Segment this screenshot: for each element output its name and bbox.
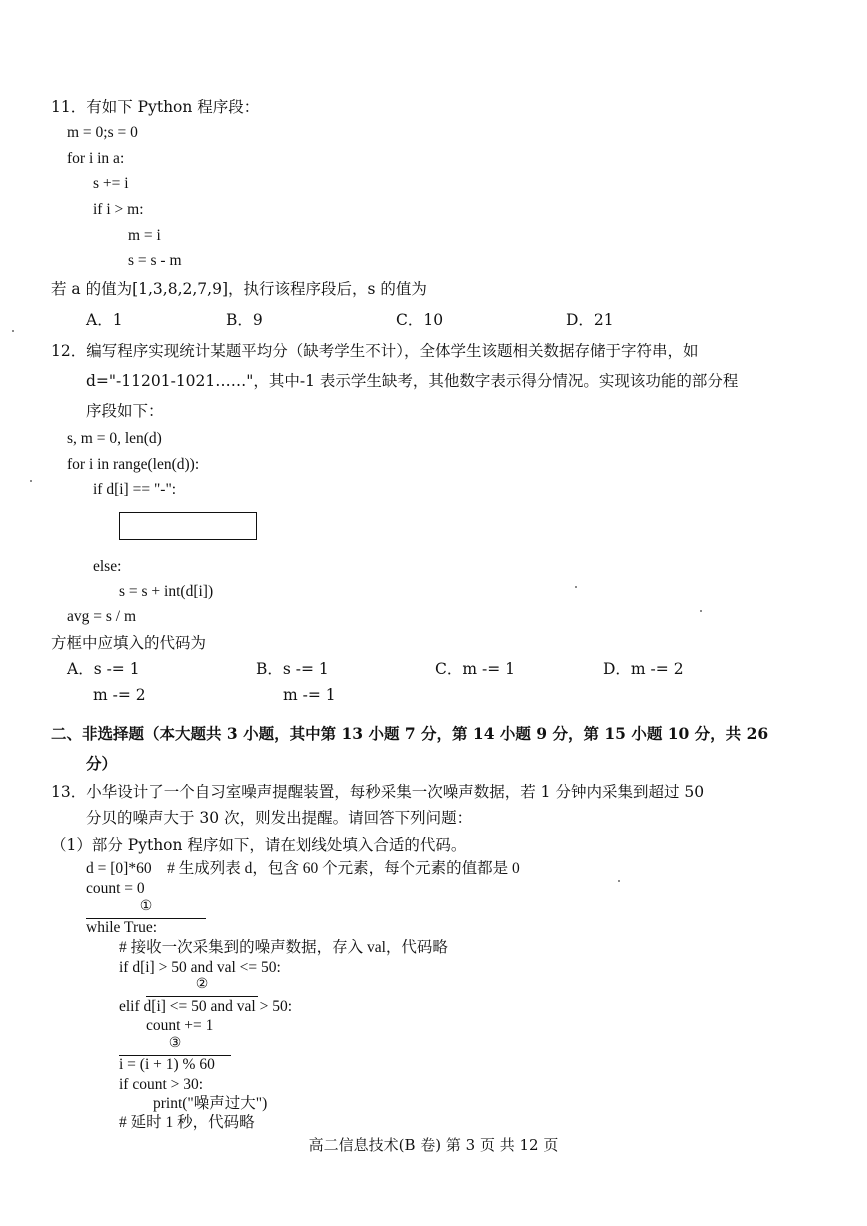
scan-speck bbox=[618, 880, 620, 882]
q13-blank-1: ① bbox=[86, 898, 206, 919]
q12-answer-box bbox=[119, 512, 257, 540]
q12-option-c: C．m -= 1 bbox=[435, 660, 515, 678]
q13-blank-2: ② bbox=[146, 976, 258, 997]
q13-code-line-4: # 接收一次采集到的噪声数据，存入 val，代码略 bbox=[119, 939, 448, 956]
q12-option-a-line-1: A．s -= 1 bbox=[67, 660, 140, 678]
q11-code-line-5: m = i bbox=[128, 227, 161, 244]
q13-code-line-7: count += 1 bbox=[146, 1017, 214, 1034]
scan-speck bbox=[12, 330, 14, 332]
section2-header-line-1: 二、非选择题（本大题共 3 小题，其中第 13 小题 7 分，第 14 小题 9 分，第 15 小题 10 分，共 26 bbox=[51, 724, 769, 743]
q12-stem-line-3: 序段如下： bbox=[86, 402, 164, 420]
q11-option-a: A．1 bbox=[86, 311, 123, 329]
q12-option-b-line-1: B．s -= 1 bbox=[256, 660, 329, 678]
section2-header-line-2: 分） bbox=[86, 754, 118, 773]
q13-stem-line-1: 13．小华设计了一个自习室噪声提醒装置，每秒采集一次噪声数据，若 1 分钟内采集到超过 50 bbox=[51, 783, 705, 801]
q13-code-line-2: count = 0 bbox=[86, 880, 145, 897]
q13-code-line-10: print("噪声过大") bbox=[153, 1095, 268, 1112]
q12-code-line-5: s = s + int(d[i]) bbox=[119, 583, 214, 600]
scan-speck bbox=[575, 586, 577, 588]
scan-speck bbox=[700, 610, 702, 612]
q12-option-a-line-2: m -= 2 bbox=[93, 686, 146, 704]
q11-code-line-1: m = 0;s = 0 bbox=[67, 124, 138, 141]
q11-code-line-4: if i > m: bbox=[93, 201, 144, 218]
q13-code-line-5: if d[i] > 50 and val <= 50: bbox=[119, 959, 281, 976]
q13-blank-3: ③ bbox=[119, 1035, 231, 1056]
q12-code-line-3: if d[i] == "-": bbox=[93, 481, 177, 498]
q13-code-line-8: i = (i + 1) % 60 bbox=[119, 1056, 215, 1073]
q12-code-line-6: avg = s / m bbox=[67, 608, 137, 625]
q11-option-d: D．21 bbox=[566, 311, 614, 329]
q12-stem-line-1: 12．编写程序实现统计某题平均分（缺考学生不计），全体学生该题相关数据存储于字符串，如 bbox=[51, 342, 699, 360]
q13-code-line-9: if count > 30: bbox=[119, 1076, 204, 1093]
page-footer: 高二信息技术(B 卷) 第 3 页 共 12 页 bbox=[308, 1136, 559, 1154]
q13-code-line-6: elif d[i] <= 50 and val > 50: bbox=[119, 998, 293, 1015]
q13-code-line-11: # 延时 1 秒，代码略 bbox=[119, 1114, 255, 1131]
q13-subquestion-1: （1）部分 Python 程序如下，请在划线处填入合适的代码。 bbox=[51, 836, 467, 854]
q13-code-line-1: d = [0]*60 # 生成列表 d，包含 60 个元素，每个元素的值都是 0 bbox=[86, 860, 520, 877]
q11-code-line-6: s = s - m bbox=[128, 252, 182, 269]
q12-code-line-1: s, m = 0, len(d) bbox=[67, 430, 162, 447]
q11-option-c: C．10 bbox=[396, 311, 444, 329]
q11-question: 若 a 的值为[1,3,8,2,7,9]，执行该程序段后，s 的值为 bbox=[51, 280, 427, 298]
q12-stem-line-2: d="-11201-1021……"，其中-1 表示学生缺考，其他数字表示得分情况。实现该功能的部分程 bbox=[86, 372, 739, 390]
q12-code-line-4: else: bbox=[93, 558, 122, 575]
q11-stem: 11．有如下 Python 程序段： bbox=[51, 98, 260, 116]
q12-code-line-2: for i in range(len(d)): bbox=[67, 456, 200, 473]
q12-option-d: D．m -= 2 bbox=[603, 660, 684, 678]
q13-code-line-3: while True: bbox=[86, 919, 158, 936]
scan-speck bbox=[30, 480, 32, 482]
q12-question: 方框中应填入的代码为 bbox=[51, 634, 207, 652]
q11-option-b: B．9 bbox=[226, 311, 263, 329]
q12-option-b-line-2: m -= 1 bbox=[283, 686, 336, 704]
q11-code-line-2: for i in a: bbox=[67, 150, 125, 167]
q13-stem-line-2: 分贝的噪声大于 30 次，则发出提醒。请回答下列问题： bbox=[86, 809, 473, 827]
q11-code-line-3: s += i bbox=[93, 175, 129, 192]
